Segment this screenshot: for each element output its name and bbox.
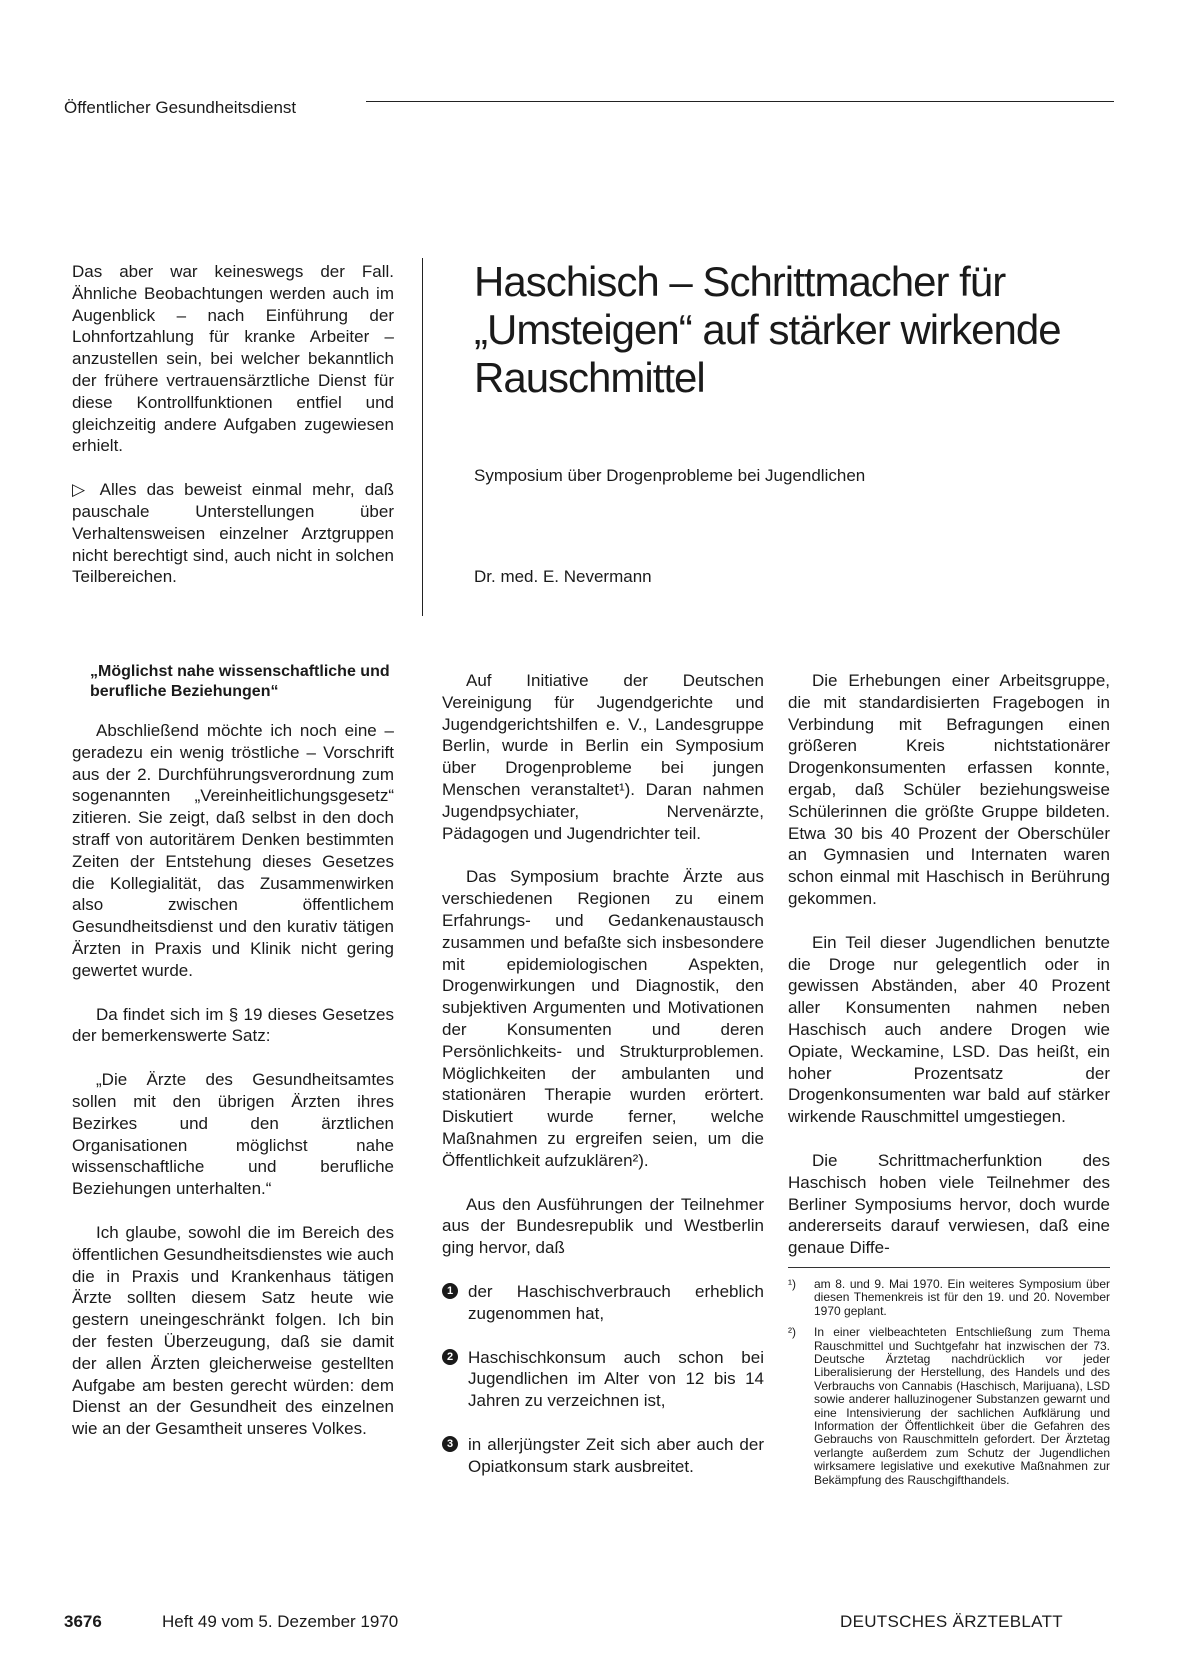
article-subtitle: Symposium über Drogenprobleme bei Jugendlichen <box>474 466 866 485</box>
paragraph: Abschließend möchte ich noch eine – geradezu ein wenig tröstliche – Vorschrift aus der 2. Durchführungsverordnung zum sogenannten „Vereinheitlichungsgesetz“ zitieren. Sie zeigt, daß selbst in den doch straff von autoritärem Denken bestimmten Zeiten der Entstehung dieses Gesetzes die Kollegialität, das Zusammenwirken also zwischen öffentlichem Gesundheitsdienst und den kurativ tätigen Ärzten in Praxis und Klinik nicht gering gewertet wurde. <box>72 721 394 980</box>
footnote-mark: ²) <box>788 1325 796 1340</box>
bullet-number-icon: 1 <box>442 1283 458 1299</box>
bullet-number-icon: 3 <box>442 1436 458 1452</box>
column-3 <box>788 670 1110 1495</box>
journal-name: DEUTSCHES ÄRZTEBLATT <box>840 1612 1063 1631</box>
paragraph: Ich glaube, sowohl die im Bereich des öffentlichen Gesundheitsdienstes wie auch die in Praxis und Krankenhaus tätigen Ärzte sollten diesem Satz heute wie gestern uneingeschränkt folgen. Ich bin der festen Überzeugung, daß sie damit der allen Ärzten gleicherweise gestellten Aufgabe am besten gerecht würden: dem Dienst an der Gesundheit des einzelnen wie an der Gesamtheit unseres Volkes. <box>72 1222 394 1439</box>
section-label: Öffentlicher Gesundheitsdienst <box>64 98 297 117</box>
footnote-text: am 8. und 9. Mai 1970. Ein weiteres Symposium über diesen Themenkreis ist für den 19. und 20. November 1970 geplant. <box>814 1276 1110 1318</box>
page-number: 3676 <box>64 1612 102 1631</box>
column-1 <box>72 662 394 1462</box>
bullet-number-icon: 2 <box>442 1349 458 1365</box>
bullet-text: der Haschischverbrauch erheblich zugenommen hat, <box>468 1281 764 1323</box>
header-rule <box>366 101 1114 102</box>
lead-paragraph: Das aber war keineswegs der Fall. Ähnliche Beobachtungen werden auch im Augenblick – nach Einführung der Lohnfortzahlung für kranke Arbeiter – anzustellen sein, bei welcher bekanntlich der frühere vertrauensärztliche Dienst für diese Kontrollfunktionen entfiel und gleichzeitig andere Aufgaben zugewiesen erhielt. <box>72 262 394 456</box>
bullet-text: Haschischkonsum auch schon bei Jugendlichen im Alter von 12 bis 14 Jahren zu verzeichnen ist, <box>468 1347 764 1411</box>
paragraph: Ein Teil dieser Jugendlichen benutzte die Droge nur gelegentlich oder in gewissen Abständen, aber 40 Prozent aller Konsumenten nahmen neben Haschisch auch andere Drogen wie Opiate, Weckamine, LSD. Das heißt, ein hoher Prozentsatz der Drogenkonsumenten war bald auf stärker wirkende Rauschmittel umgestiegen. <box>788 932 1110 1127</box>
quote-paragraph: „Die Ärzte des Gesundheitsamtes sollen mit den übrigen Ärzten ihres Bezirkes und den ärztlichen Organisationen möglichst nahe wissenschaftliche und berufliche Beziehungen unterhalten.“ <box>72 1070 394 1199</box>
footnote-rule <box>788 1267 1110 1268</box>
issue-info: Heft 49 vom 5. Dezember 1970 <box>162 1612 399 1631</box>
paragraph: Da findet sich im § 19 dieses Gesetzes der bemerkenswerte Satz: <box>72 1004 394 1046</box>
article-author: Dr. med. E. Nevermann <box>474 567 652 586</box>
footnote <box>788 1326 1110 1487</box>
paragraph: Das Symposium brachte Ärzte aus verschiedenen Regionen zu einem Erfahrungs- und Gedankenaustausch zusammen und befaßte sich insbesondere mit epidemiologischen Aspekten, Drogenwirkungen und Diagnostik, den subjektiven Argumenten und Motivationen der Konsumenten und deren Persönlichkeits- und Strukturproblemen. Möglichkeiten der ambulanten und stationären Therapie wurden erörtert. Diskutiert wurde ferner, welche Maßnahmen zu ergreifen seien, um die Öffentlichkeit aufzuklären²). <box>442 867 764 1170</box>
lead-column <box>72 261 394 610</box>
bullet-item <box>442 1281 764 1325</box>
paragraph: Die Erhebungen einer Arbeitsgruppe, die mit standardisierten Fragebogen in Verbindung mit Befragungen einen größeren Kreis nichtstationärer Drogenkonsumenten erfassen konnte, ergab, daß Schüler beziehungsweise Schülerinnen die größte Gruppe bildeten. Etwa 30 bis 40 Prozent der Oberschüler an Gymnasien und Internaten waren schon einmal mit Haschisch in Berührung gekommen. <box>788 671 1110 908</box>
bullet-item <box>442 1434 764 1478</box>
column-2 <box>442 670 764 1500</box>
lead-paragraph: ▷ Alles das beweist einmal mehr, daß pauschale Unterstellungen über Verhaltensweisen einzelner Arztgruppen nicht berechtigt sind, auch nicht in solchen Teilbereichen. <box>72 480 394 587</box>
subheading: „Möglichst nahe wissenschaftliche und berufliche Beziehungen“ <box>90 663 390 700</box>
article-title: Haschisch – Schrittmacher für „Umsteigen“ auf stärker wirkende Rauschmittel <box>474 258 1061 401</box>
paragraph: Die Schrittmacherfunktion des Haschisch hoben viele Teilnehmer des Berliner Symposiums hervor, doch wurde andererseits darauf verwiesen, daß eine genaue Diffe- <box>788 1150 1110 1258</box>
bullet-text: in allerjüngster Zeit sich aber auch der Opiatkonsum stark ausbreitet. <box>468 1434 764 1476</box>
paragraph: Auf Initiative der Deutschen Vereinigung für Jugendgerichte und Jugendgerichtshilfen e. V., Landesgruppe Berlin, wurde in Berlin ein Symposium über Drogenprobleme bei jungen Menschen veranstaltet¹). Daran nahmen Jugendpsychiater, Nervenärzte, Pädagogen und Jugendrichter teil. <box>442 671 764 843</box>
paragraph: Aus den Ausführungen der Teilnehmer aus der Bundesrepublik und Westberlin ging hervor, daß <box>442 1194 764 1258</box>
footnote-mark: ¹) <box>788 1276 796 1291</box>
footnote <box>788 1278 1110 1318</box>
column-divider <box>422 258 423 616</box>
footnote-text: In einer vielbeachteten Entschließung zum Thema Rauschmittel und Suchtgefahr hat inzwischen der 73. Deutsche Ärztetag nachdrücklich vor jeder Liberalisierung der Herstellung, des Handels und des Verbrauchs von Cannabis (Haschisch, Marijuana), LSD sowie anderer halluzinogener Substanzen gewarnt und eine Intensivierung der sachlichen Aufklärung und Information der Öffentlichkeit über die Gefahren des Gebrauchs von Rauschmitteln gefordert. Der Ärztetag verlangte außerdem zum Schutz der Jugendlichen wirksamere legislative und exekutive Maßnahmen zur Bekämpfung des Rauschgifthandels. <box>814 1325 1110 1487</box>
bullet-item <box>442 1347 764 1412</box>
